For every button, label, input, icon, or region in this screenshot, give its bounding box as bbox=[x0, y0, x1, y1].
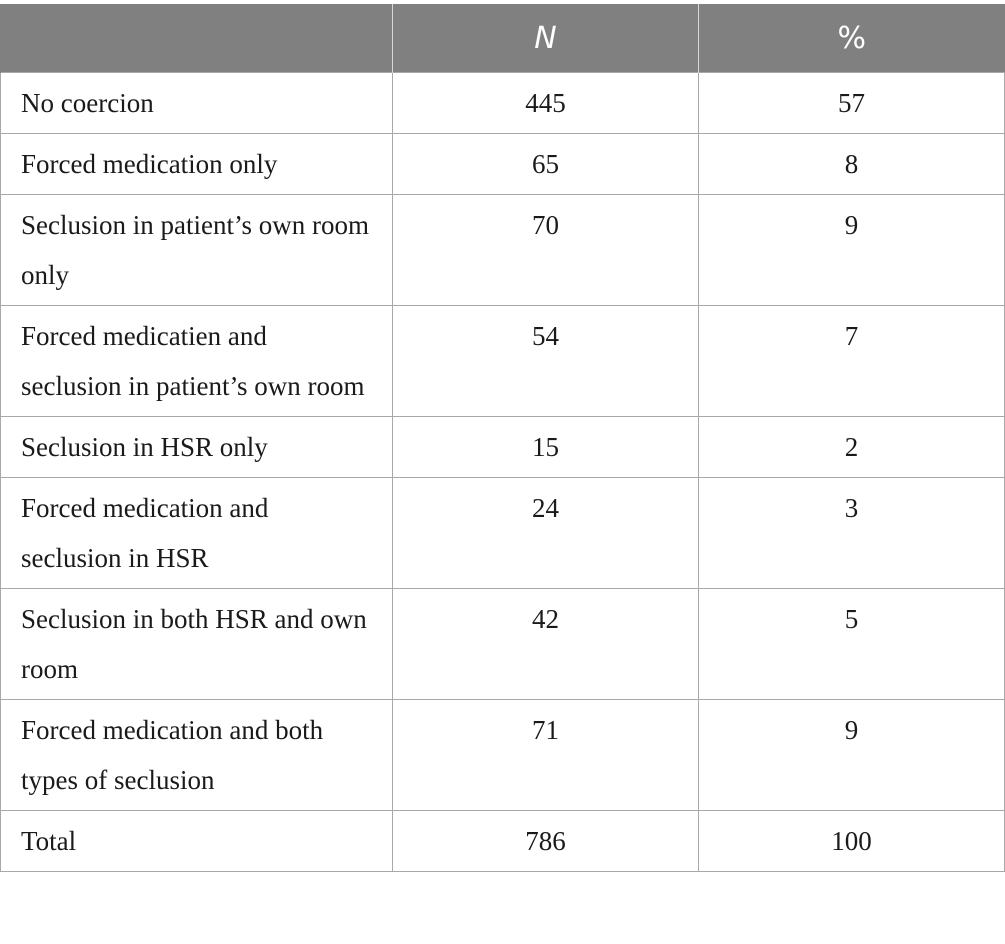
row-percent: 9 bbox=[699, 195, 1005, 306]
row-n: 445 bbox=[393, 73, 699, 134]
table-row-total bbox=[1, 811, 1005, 872]
row-label: No coercion bbox=[1, 73, 393, 134]
row-n: 65 bbox=[393, 134, 699, 195]
header-category bbox=[1, 4, 393, 73]
row-label: Seclusion in patient’s own room only bbox=[1, 195, 393, 306]
coercion-table bbox=[0, 4, 1005, 872]
row-label: Forced medicatien and seclusion in patient’s own room bbox=[1, 306, 393, 417]
row-n: 24 bbox=[393, 478, 699, 589]
row-label: Forced medication only bbox=[1, 134, 393, 195]
header-row bbox=[1, 4, 1005, 73]
table-row bbox=[1, 478, 1005, 589]
table-row bbox=[1, 73, 1005, 134]
header-percent: % bbox=[699, 4, 1005, 73]
table-row bbox=[1, 417, 1005, 478]
row-n: 71 bbox=[393, 700, 699, 811]
table-row bbox=[1, 195, 1005, 306]
table-row bbox=[1, 589, 1005, 700]
table-row bbox=[1, 700, 1005, 811]
row-percent: 5 bbox=[699, 589, 1005, 700]
row-n: 54 bbox=[393, 306, 699, 417]
row-percent: 57 bbox=[699, 73, 1005, 134]
row-n: 786 bbox=[393, 811, 699, 872]
row-percent: 7 bbox=[699, 306, 1005, 417]
row-label: Seclusion in both HSR and own room bbox=[1, 589, 393, 700]
row-n: 15 bbox=[393, 417, 699, 478]
header-n: N bbox=[393, 4, 699, 73]
row-label: Forced medication and both types of seclusion bbox=[1, 700, 393, 811]
row-percent: 100 bbox=[699, 811, 1005, 872]
row-percent: 3 bbox=[699, 478, 1005, 589]
table-row bbox=[1, 134, 1005, 195]
row-label: Forced medication and seclusion in HSR bbox=[1, 478, 393, 589]
row-n: 70 bbox=[393, 195, 699, 306]
row-percent: 2 bbox=[699, 417, 1005, 478]
table-row bbox=[1, 306, 1005, 417]
row-label: Total bbox=[1, 811, 393, 872]
row-n: 42 bbox=[393, 589, 699, 700]
row-percent: 9 bbox=[699, 700, 1005, 811]
row-label: Seclusion in HSR only bbox=[1, 417, 393, 478]
row-percent: 8 bbox=[699, 134, 1005, 195]
